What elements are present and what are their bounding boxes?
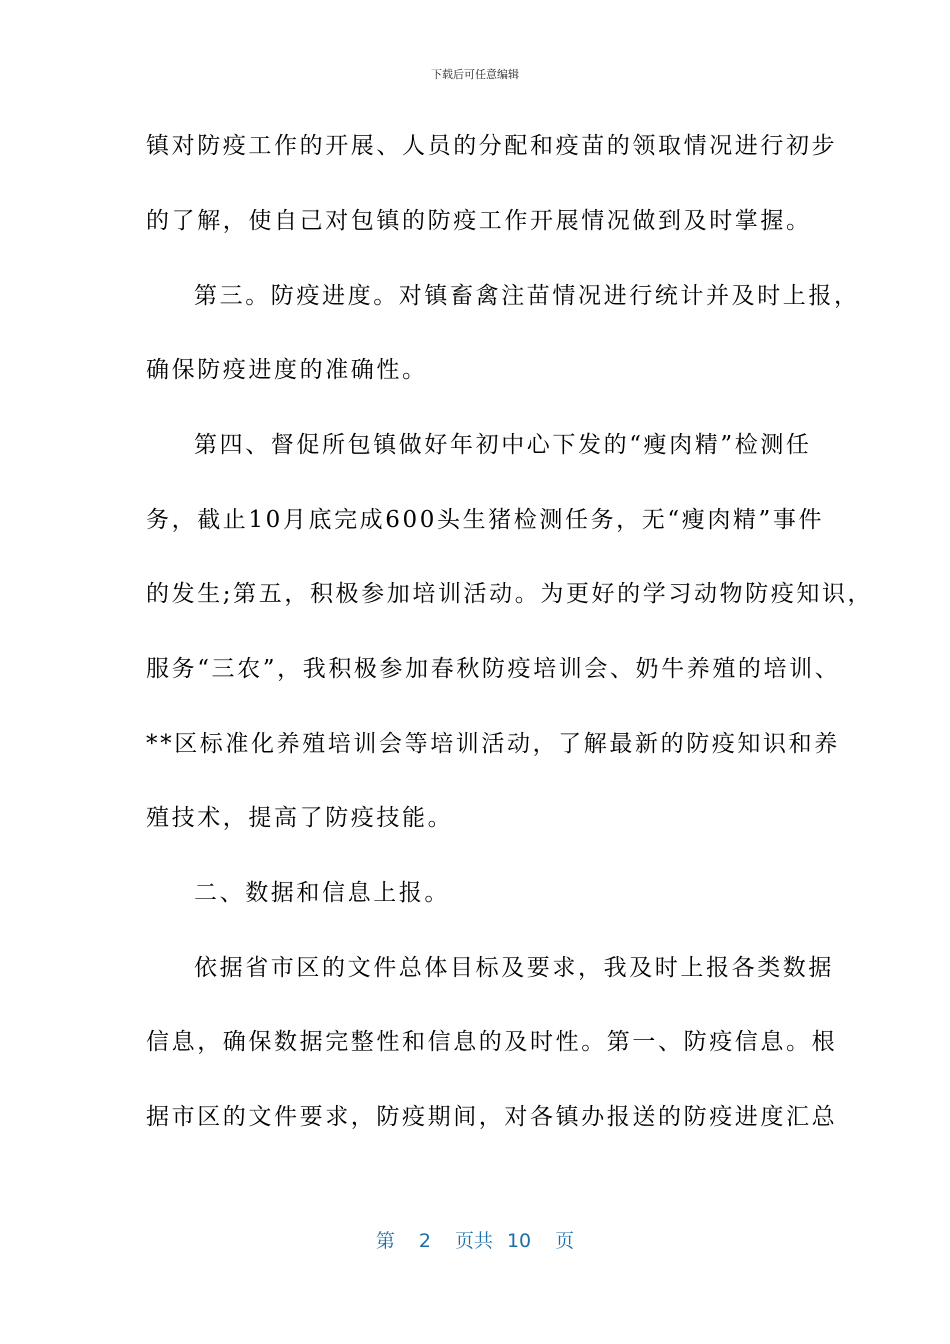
- body-line: 务，截止10月底完成600头生猪检测任务，无“瘦肉精”事件: [146, 507, 825, 533]
- body-line: 第四、督促所包镇做好年初中心下发的“瘦肉精”检测任: [194, 432, 812, 458]
- footer-ye: 页: [555, 1230, 575, 1252]
- page-footer: [0, 1226, 950, 1253]
- body-line: 确保防疫进度的准确性。: [146, 357, 428, 383]
- body-line: 镇对防疫工作的开展、人员的分配和疫苗的领取情况进行初步: [146, 133, 838, 159]
- footer-di: 第: [375, 1230, 395, 1252]
- body-line: 第三。防疫进度。对镇畜禽注苗情况进行统计并及时上报，: [194, 283, 860, 309]
- body-line: 据市区的文件要求，防疫期间，对各镇办报送的防疫进度汇总: [146, 1104, 838, 1130]
- body-line: 信息，确保数据完整性和信息的及时性。第一、防疫信息。根: [146, 1029, 838, 1055]
- footer-ye-gong: 页共: [454, 1230, 493, 1252]
- body-line: 的发生;第五，积极参加培训活动。为更好的学习动物防疫知识，: [146, 581, 874, 607]
- header-note: 下载后可任意编辑: [431, 68, 519, 81]
- body-line: 的了解，使自己对包镇的防疫工作开展情况做到及时掌握。: [146, 208, 812, 234]
- body-line: 依据省市区的文件总体目标及要求，我及时上报各类数据: [194, 955, 834, 981]
- footer-total-pages: 10: [506, 1230, 532, 1252]
- section-heading: 二、数据和信息上报。: [194, 880, 450, 906]
- body-line: 服务“三农”，我积极参加春秋防疫培训会、奶牛养殖的培训、: [146, 656, 841, 682]
- body-line: **区标准化养殖培训会等培训活动，了解最新的防疫知识和养: [146, 731, 840, 757]
- footer-page-number: 2: [418, 1230, 431, 1252]
- body-line: 殖技术，提高了防疫技能。: [146, 805, 454, 831]
